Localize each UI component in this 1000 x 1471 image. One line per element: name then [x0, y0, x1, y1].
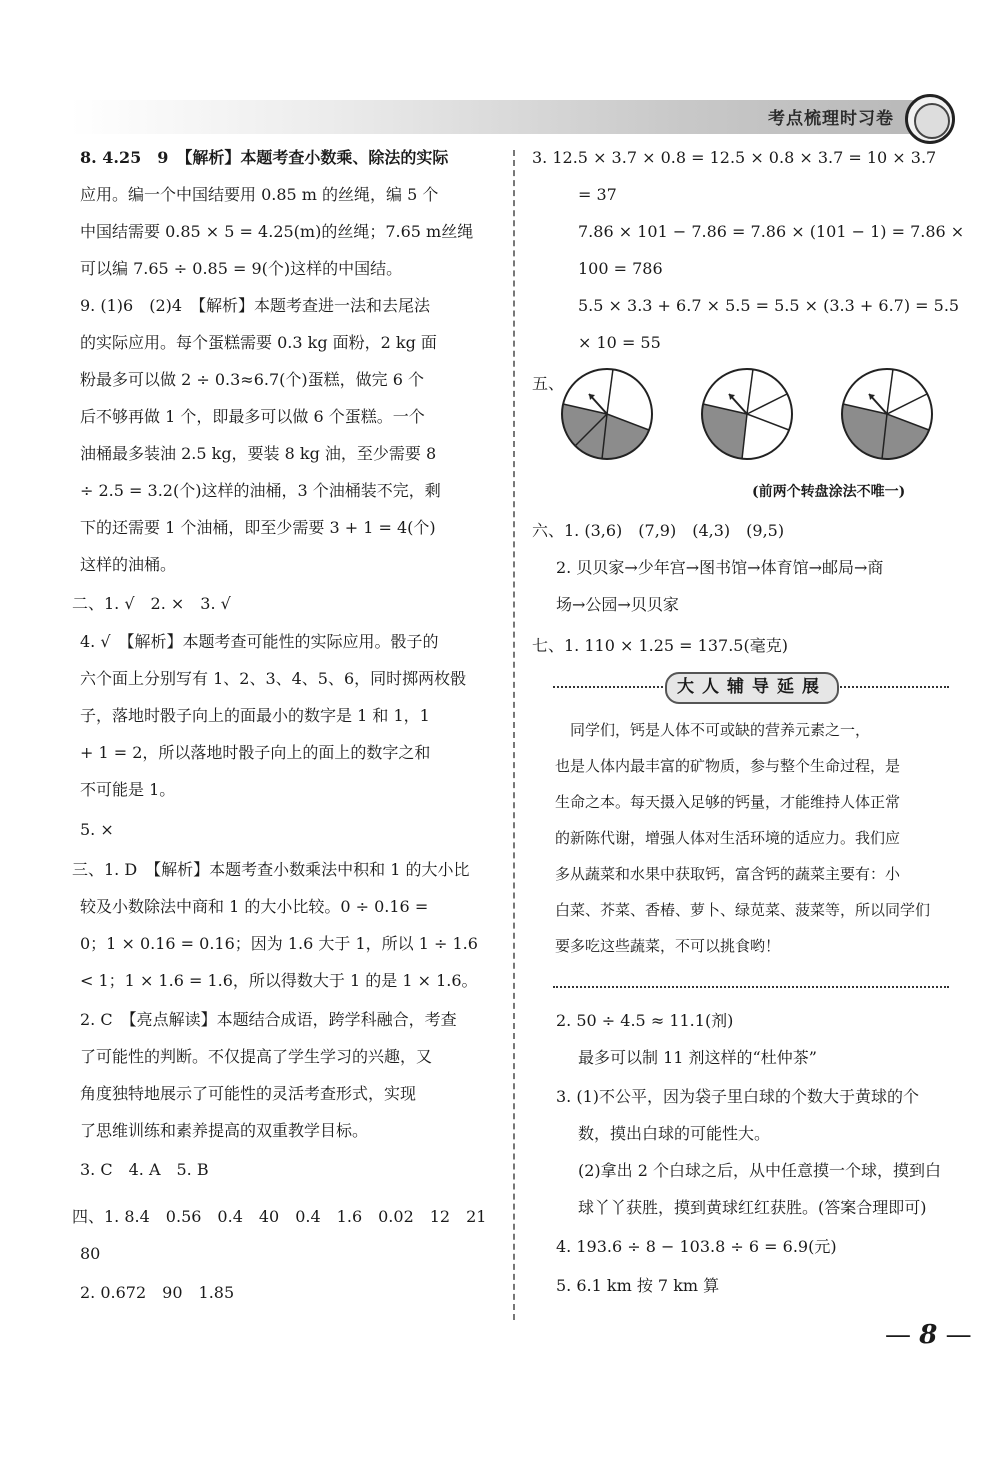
- answer-line: 7.86 × 101 − 7.86 = 7.86 × (101 − 1) = 7.86 ×: [578, 222, 965, 241]
- answer-line: 5. ×: [80, 820, 114, 839]
- answer-line: 100 = 786: [578, 259, 663, 278]
- answer-line: 数，摸出白球的可能性大。: [578, 1124, 771, 1143]
- banner-rule-bottom: [553, 986, 949, 988]
- extension-line: 的新陈代谢，增强人体对生活环境的适应力。我们应: [555, 829, 901, 847]
- answer-line: 粉最多可以做 2 ÷ 0.3≈6.7(个)蛋糕，做完 6 个: [80, 370, 424, 389]
- answer-line: 三、1. D 【解析】本题考查小数乘法中积和 1 的大小比: [72, 860, 470, 879]
- spinner-svg: [532, 360, 952, 470]
- banner-rule-left: [553, 686, 663, 688]
- answer-line: (2)拿出 2 个白球之后，从中任意摸一个球，摸到白: [578, 1161, 942, 1180]
- extension-line: 也是人体内最丰富的矿物质，参与整个生命过程，是: [555, 757, 901, 775]
- answer-line: 3. (1)不公平，因为袋子里白球的个数大于黄球的个: [556, 1087, 920, 1106]
- answer-line: 了可能性的判断。不仅提高了学生学习的兴趣，又: [80, 1047, 433, 1066]
- extension-line: 多从蔬菜和水果中获取钙，富含钙的蔬菜主要有：小: [555, 865, 901, 883]
- answer-line: 后不够再做 1 个，即最多可以做 6 个蛋糕。一个: [80, 407, 425, 426]
- page-number: — 8 —: [885, 1320, 972, 1350]
- answer-line: 8. 4.25 9 【解析】本题考查小数乘、除法的实际: [80, 148, 449, 167]
- answer-line: 最多可以制 11 剂这样的“杜仲茶”: [578, 1048, 817, 1067]
- extension-text: [555, 712, 955, 964]
- answer-line: 中国结需要 0.85 × 5 = 4.25(m)的丝绳；7.65 m丝绳: [80, 222, 474, 241]
- answer-line: 不可能是 1。: [80, 780, 176, 799]
- answer-line: 可以编 7.65 ÷ 0.85 = 9(个)这样的中国结。: [80, 259, 403, 278]
- column-divider: [513, 150, 515, 1320]
- answer-line: 5. 6.1 km 按 7 km 算: [556, 1276, 720, 1295]
- answer-line: 3. 12.5 × 3.7 × 0.8 = 12.5 × 0.8 × 3.7 = 10 × 3.7: [532, 148, 937, 167]
- answer-line: 较及小数除法中商和 1 的大小比较。0 ÷ 0.16 =: [80, 897, 429, 916]
- answer-line: 这样的油桶。: [80, 555, 177, 574]
- answer-line: + 1 = 2，所以落地时骰子向上的面上的数字之和: [80, 743, 431, 762]
- answer-line: 六、1. (3,6) (7,9) (4,3) (9,5): [532, 521, 785, 540]
- answer-line: 二、1. √ 2. × 3. √: [72, 594, 231, 613]
- answer-line: × 10 = 55: [578, 333, 661, 352]
- section-label: 五、: [532, 374, 565, 393]
- extension-line: 要多吃这些蔬菜，不可以挑食哟！: [555, 937, 781, 955]
- answer-line: 场→公园→贝贝家: [556, 595, 679, 614]
- extension-line: 同学们，钙是人体不可或缺的营养元素之一，: [555, 721, 871, 739]
- answer-line: 应用。编一个中国结要用 0.85 m 的丝绳，编 5 个: [80, 185, 439, 204]
- spinner-2: [702, 369, 792, 459]
- answer-line: 四、1. 8.4 0.56 0.4 40 0.4 1.6 0.02 12 21: [72, 1207, 487, 1226]
- answer-line: 80: [80, 1244, 101, 1263]
- spinner-1: [562, 369, 652, 459]
- spinner-figures: [532, 360, 952, 470]
- brand-logo-icon: [905, 94, 955, 144]
- answer-line: 的实际应用。每个蛋糕需要 0.3 kg 面粉，2 kg 面: [80, 333, 437, 352]
- banner-rule-right: [837, 686, 949, 688]
- extension-line: 白菜、芥菜、香椿、萝卜、绿苋菜、菠菜等，所以同学们: [555, 901, 931, 919]
- figure-note: (前两个转盘涂法不唯一): [752, 484, 906, 500]
- spinner-3: [842, 369, 932, 459]
- answer-line: 2. C 【亮点解读】本题结合成语，跨学科融合，考查: [80, 1010, 457, 1029]
- answer-line: < 1；1 × 1.6 = 1.6，所以得数大于 1 的是 1 × 1.6。: [80, 971, 478, 990]
- answer-line: 2. 0.672 90 1.85: [80, 1283, 235, 1302]
- page-number-value: 8: [919, 1320, 938, 1350]
- answer-line: 2. 50 ÷ 4.5 ≈ 11.1(剂): [556, 1011, 734, 1030]
- extension-line: 生命之本。每天摄入足够的钙量，才能维持人体正常: [555, 793, 901, 811]
- answer-line: 球丫丫获胜，摸到黄球红红获胜。(答案合理即可): [578, 1198, 927, 1217]
- answer-line: 子，落地时骰子向上的面最小的数字是 1 和 1，1: [80, 706, 430, 725]
- answer-line: 4. 193.6 ÷ 8 − 103.8 ÷ 6 = 6.9(元): [556, 1237, 837, 1256]
- answer-line: = 37: [578, 185, 617, 204]
- answer-line: 2. 贝贝家→少年宫→图书馆→体育馆→邮局→商: [556, 558, 884, 577]
- answer-line: 9. (1)6 (2)4 【解析】本题考查进一法和去尾法: [80, 296, 431, 315]
- answer-line: 0；1 × 0.16 = 0.16；因为 1.6 大于 1，所以 1 ÷ 1.6: [80, 934, 478, 953]
- answer-line: 5.5 × 3.3 + 6.7 × 5.5 = 5.5 × (3.3 + 6.7) = 5.5: [578, 296, 960, 315]
- answer-line: 下的还需要 1 个油桶，即至少需要 3 + 1 = 4(个): [80, 518, 436, 537]
- answer-line: ÷ 2.5 = 3.2(个)这样的油桶，3 个油桶装不完，剩: [80, 481, 441, 500]
- header-title: 考点梳理时习卷: [768, 109, 894, 129]
- extension-banner: 大人辅导延展: [665, 672, 839, 704]
- answer-line: 4. √ 【解析】本题考查可能性的实际应用。骰子的: [80, 632, 439, 651]
- answer-line: 七、1. 110 × 1.25 = 137.5(毫克): [532, 636, 788, 655]
- answer-line: 六个面上分别写有 1、2、3、4、5、6，同时掷两枚骰: [80, 669, 467, 688]
- answer-line: 角度独特地展示了可能性的灵活考查形式，实现: [80, 1084, 417, 1103]
- answer-line: 3. C 4. A 5. B: [80, 1160, 209, 1179]
- answer-line: 了思维训练和素养提高的双重教学目标。: [80, 1121, 369, 1140]
- answer-line: 油桶最多装油 2.5 kg，要装 8 kg 油，至少需要 8: [80, 444, 437, 463]
